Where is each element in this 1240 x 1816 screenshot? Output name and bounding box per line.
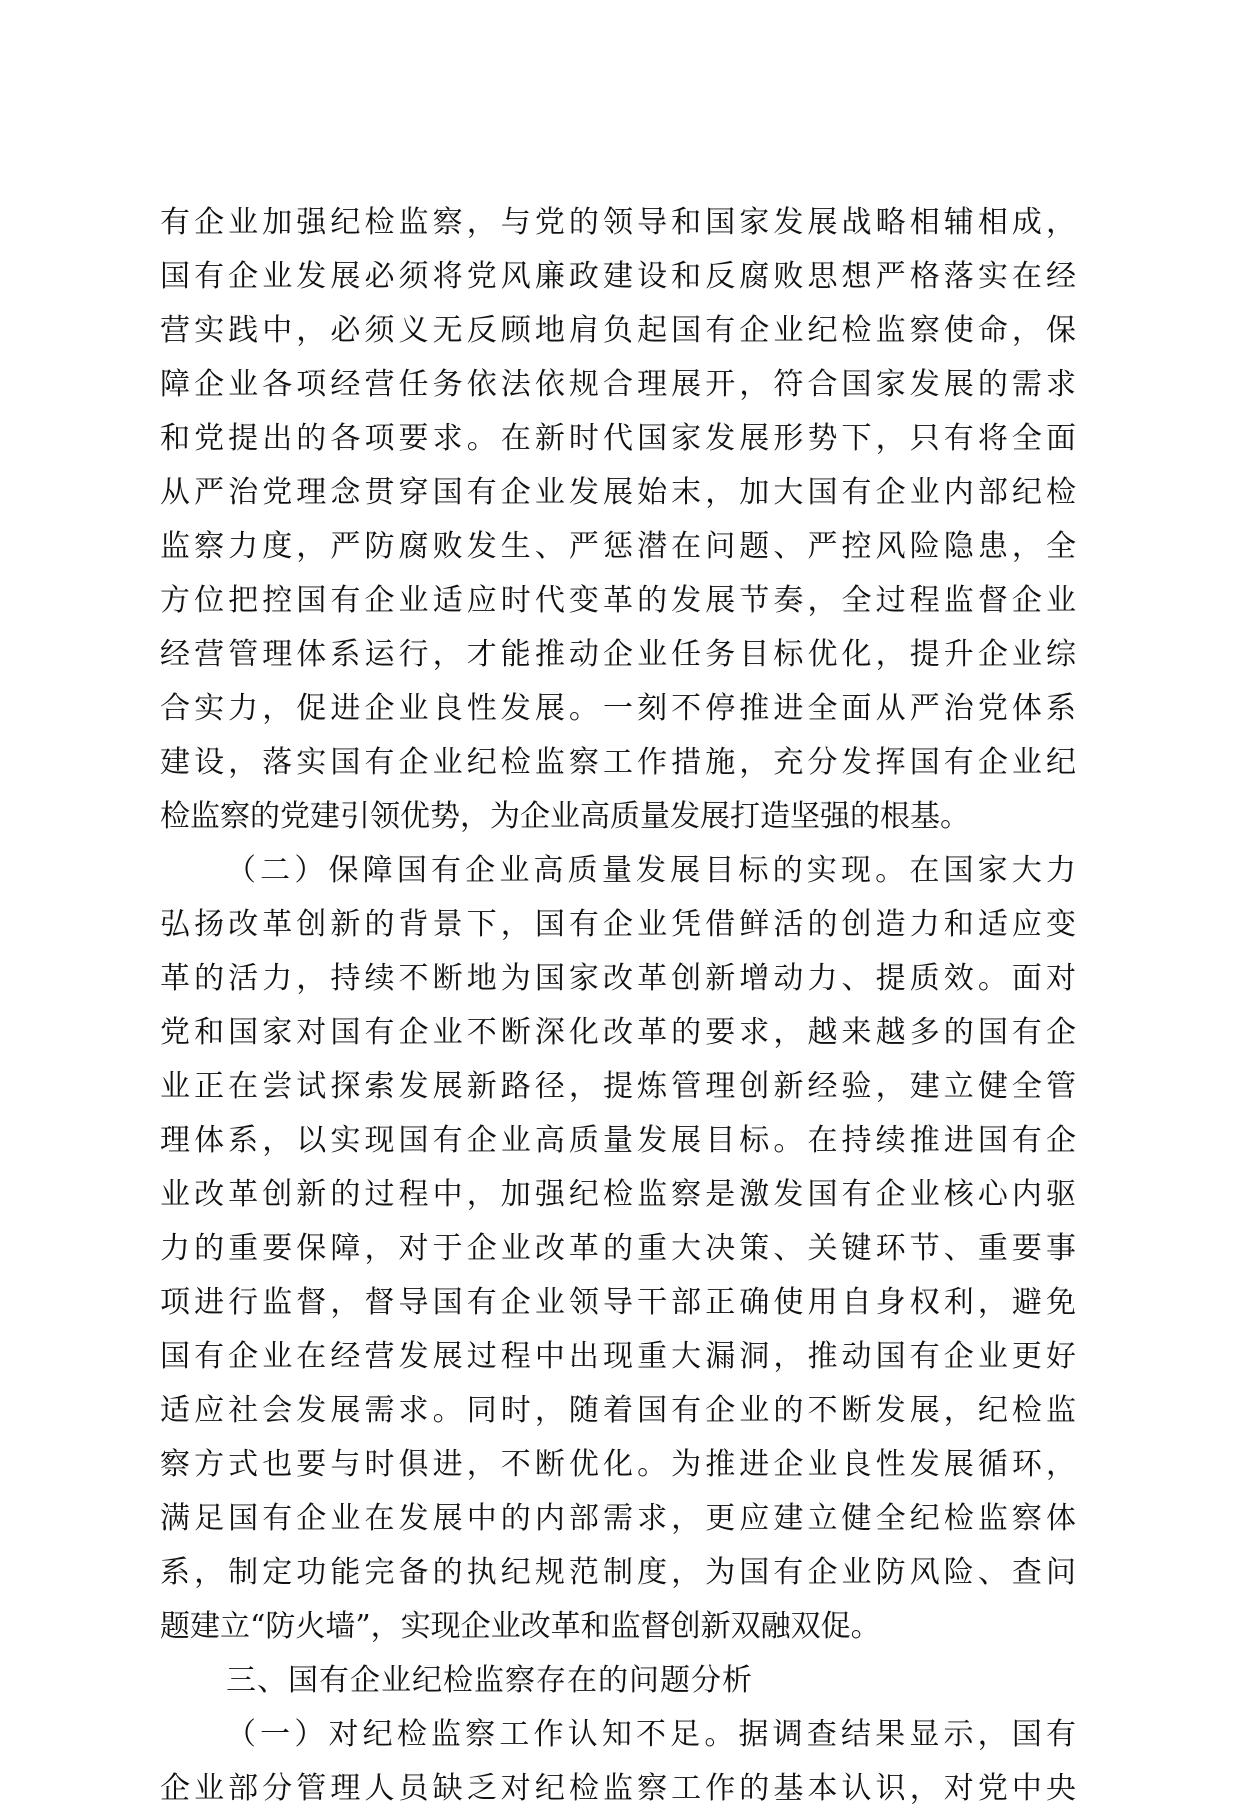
text-line: 监察力度，严防腐败发生、严惩潜在问题、严控风险隐患，全: [160, 529, 1076, 564]
text-line: 从严治党理念贯穿国有企业发展始末，加大国有企业内部纪检: [160, 475, 1076, 510]
text-line: 经营管理体系运行，才能推动企业任务目标优化，提升企业综: [160, 637, 1076, 672]
text-line: 力的重要保障，对于企业改革的重大决策、关键环节、重要事: [160, 1231, 1076, 1266]
text-line: 题建立“防火墙”，实现企业改革和监督创新双融双促。: [160, 1609, 881, 1644]
text-line: （二）保障国有企业高质量发展目标的实现。在国家大力: [226, 853, 1076, 888]
text-line: 业改革创新的过程中，加强纪检监察是激发国有企业核心内驱: [160, 1177, 1076, 1212]
text-line: 企业部分管理人员缺乏对纪检监察工作的基本认识，对党中央: [160, 1771, 1076, 1806]
text-line: 满足国有企业在发展中的内部需求，更应建立健全纪检监察体: [160, 1501, 1076, 1536]
text-line: 方位把控国有企业适应时代变革的发展节奏，全过程监督企业: [160, 583, 1076, 618]
text-line: 国有企业发展必须将党风廉政建设和反腐败思想严格落实在经: [160, 259, 1076, 294]
text-line: 党和国家对国有企业不断深化改革的要求，越来越多的国有企: [160, 1015, 1076, 1050]
text-line: 合实力，促进企业良性发展。一刻不停推进全面从严治党体系: [160, 691, 1076, 726]
text-line: 项进行监督，督导国有企业领导干部正确使用自身权利，避免: [160, 1285, 1076, 1320]
text-line: 和党提出的各项要求。在新时代国家发展形势下，只有将全面: [160, 421, 1076, 456]
text-line: 弘扬改革创新的背景下，国有企业凭借鲜活的创造力和适应变: [160, 907, 1076, 942]
text-line: 革的活力，持续不断地为国家改革创新增动力、提质效。面对: [160, 961, 1076, 996]
text-line: 国有企业在经营发展过程中出现重大漏洞，推动国有企业更好: [160, 1339, 1076, 1374]
text-line: 检监察的党建引领优势，为企业高质量发展打造坚强的根基。: [160, 799, 970, 834]
text-line: 障企业各项经营任务依法依规合理展开，符合国家发展的需求: [160, 367, 1076, 402]
text-line: 业正在尝试探索发展新路径，提炼管理创新经验，建立健全管: [160, 1069, 1076, 1104]
text-line: 有企业加强纪检监察，与党的领导和国家发展战略相辅相成，: [160, 205, 1076, 240]
text-line: 察方式也要与时俱进，不断优化。为推进企业良性发展循环，: [160, 1447, 1076, 1482]
text-line: 营实践中，必须义无反顾地肩负起国有企业纪检监察使命，保: [160, 313, 1076, 348]
text-line: 理体系，以实现国有企业高质量发展目标。在持续推进国有企: [160, 1123, 1076, 1158]
text-line: 建设，落实国有企业纪检监察工作措施，充分发挥国有企业纪: [160, 745, 1076, 780]
paragraph-2: [160, 844, 1076, 1654]
document-page: [160, 196, 1076, 1816]
paragraph-3: [160, 1708, 1076, 1816]
text-line: （一）对纪检监察工作认知不足。据调查结果显示，国有: [226, 1717, 1076, 1752]
text-line: 适应社会发展需求。同时，随着国有企业的不断发展，纪检监: [160, 1393, 1076, 1428]
text-line: 系，制定功能完备的执纪规范制度，为国有企业防风险、查问: [160, 1555, 1076, 1590]
section-heading: 三、国有企业纪检监察存在的问题分析: [226, 1663, 753, 1698]
paragraph-1: [160, 196, 1076, 844]
